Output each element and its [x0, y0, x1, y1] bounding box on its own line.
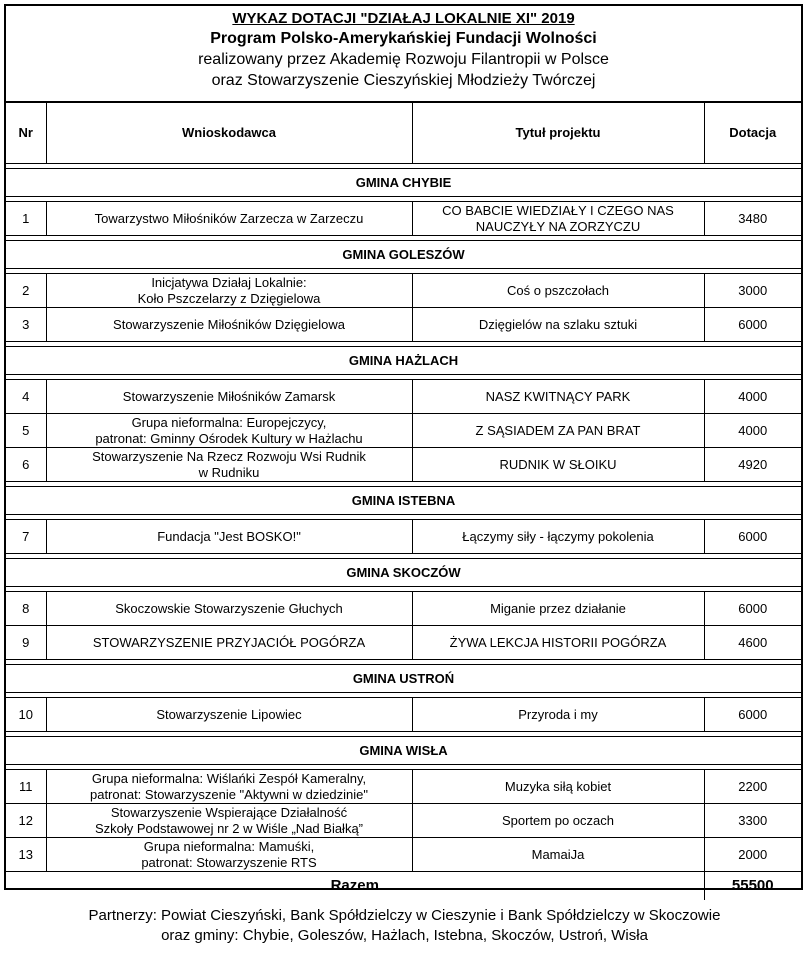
- applicant-cell: [46, 770, 412, 804]
- project-title-cell: [412, 770, 704, 804]
- project-title-line: MamaiJa: [531, 846, 585, 862]
- section-header-row: [6, 737, 801, 765]
- applicant-line: Stowarzyszenie Miłośników Dzięgielowa: [113, 316, 345, 332]
- row-number: 3: [6, 308, 46, 342]
- section-header-row: [6, 665, 801, 693]
- grant-amount: 2000: [704, 838, 801, 872]
- document-header: [6, 6, 801, 103]
- section-header-row: [6, 487, 801, 515]
- grant-amount: 4920: [704, 448, 801, 482]
- municipalities-line: oraz gminy: Chybie, Goleszów, Hażlach, Istebna, Skoczów, Ustroń, Wisła: [161, 927, 648, 944]
- applicant-cell: [46, 804, 412, 838]
- applicant-cell: [46, 592, 412, 626]
- table-row: [6, 308, 801, 342]
- section-header-row: [6, 559, 801, 587]
- grant-amount: 4600: [704, 626, 801, 660]
- section-name: GMINA ISTEBNA: [6, 487, 801, 515]
- project-title-line: NAUCZYŁY NA ZORZYCZU: [475, 218, 641, 234]
- project-title-line: Coś o pszczołach: [507, 282, 609, 298]
- row-number: 7: [6, 520, 46, 554]
- grant-amount: 3000: [704, 274, 801, 308]
- applicant-cell: [46, 448, 412, 482]
- grant-amount: 2200: [704, 770, 801, 804]
- table-row: [6, 414, 801, 448]
- table-row: [6, 592, 801, 626]
- row-number: 5: [6, 414, 46, 448]
- project-title-line: Dzięgielów na szlaku sztuki: [478, 316, 638, 332]
- project-title-cell: [412, 414, 704, 448]
- applicant-line: Grupa nieformalna: Mamuśki,: [143, 838, 315, 854]
- column-header-grant: Dotacja: [704, 103, 801, 164]
- table-body: [6, 164, 801, 872]
- section-name: GMINA WISŁA: [6, 737, 801, 765]
- column-header-project-title: Tytuł projektu: [412, 103, 704, 164]
- grant-amount: 6000: [704, 520, 801, 554]
- project-title-line: Z SĄSIADEM ZA PAN BRAT: [475, 422, 641, 438]
- section-name: GMINA SKOCZÓW: [6, 559, 801, 587]
- applicant-line: Towarzystwo Miłośników Zarzecza w Zarzeczu: [94, 210, 364, 226]
- project-title-cell: [412, 804, 704, 838]
- project-title-cell: [412, 626, 704, 660]
- project-title-line: CO BABCIE WIEDZIAŁY I CZEGO NAS: [442, 202, 674, 218]
- applicant-line: patronat: Gminny Ośrodek Kultury w Hażlachu: [95, 430, 363, 446]
- applicant-line: Koło Pszczelarzy z Dzięgielowa: [137, 290, 321, 306]
- row-number: 6: [6, 448, 46, 482]
- section-header-row: [6, 241, 801, 269]
- partners-line: Partnerzy: Powiat Cieszyński, Bank Spółdzielczy w Cieszynie i Bank Spółdzielczy w Skoczowie: [88, 907, 721, 924]
- project-title-line: Łączymy siły - łączymy pokolenia: [462, 528, 654, 544]
- column-header-applicant: Wnioskodawca: [46, 103, 412, 164]
- project-title-line: Muzyka siłą kobiet: [504, 778, 612, 794]
- column-header-nr: Nr: [6, 103, 46, 164]
- applicant-line: patronat: Stowarzyszenie "Aktywni w dziedzinie": [89, 786, 369, 802]
- section-name: GMINA HAŻLACH: [6, 347, 801, 375]
- applicant-line: Stowarzyszenie Na Rzecz Rozwoju Wsi Rudnik: [92, 448, 366, 464]
- table-row: [6, 274, 801, 308]
- row-number: 8: [6, 592, 46, 626]
- row-number: 1: [6, 202, 46, 236]
- applicant-cell: [46, 698, 412, 732]
- applicant-line: Skoczowskie Stowarzyszenie Głuchych: [115, 600, 343, 616]
- applicant-cell: [46, 838, 412, 872]
- total-row: [6, 872, 801, 901]
- grants-table: [6, 103, 801, 900]
- applicant-line: Szkoły Podstawowej nr 2 w Wiśle „Nad Białką”: [94, 820, 364, 836]
- table-row: [6, 626, 801, 660]
- project-title-line: ŻYWA LEKCJA HISTORII POGÓRZA: [449, 634, 667, 650]
- project-title-line: Przyroda i my: [518, 706, 598, 722]
- project-title-cell: [412, 380, 704, 414]
- section-header-row: [6, 169, 801, 197]
- applicant-line: patronat: Stowarzyszenie RTS: [141, 854, 317, 870]
- table-row: [6, 698, 801, 732]
- applicant-cell: [46, 626, 412, 660]
- table-row: [6, 770, 801, 804]
- section-name: GMINA CHYBIE: [6, 169, 801, 197]
- table-row: [6, 838, 801, 872]
- applicant-line: Grupa nieformalna: Europejczycy,: [131, 414, 327, 430]
- table-row: [6, 520, 801, 554]
- row-number: 2: [6, 274, 46, 308]
- program-name: Program Polsko-Amerykańskiej Fundacji Wolności: [210, 30, 597, 47]
- row-number: 9: [6, 626, 46, 660]
- row-number: 13: [6, 838, 46, 872]
- applicant-line: STOWARZYSZENIE PRZYJACIÓŁ POGÓRZA: [92, 634, 366, 650]
- applicant-line: Stowarzyszenie Lipowiec: [156, 706, 302, 722]
- section-name: GMINA USTROŃ: [6, 665, 801, 693]
- applicant-line: Fundacja "Jest BOSKO!": [157, 528, 301, 544]
- row-number: 12: [6, 804, 46, 838]
- row-number: 4: [6, 380, 46, 414]
- applicant-line: Grupa nieformalna: Wiślańki Zespół Kameralny,: [91, 770, 367, 786]
- table-row: [6, 448, 801, 482]
- applicant-cell: [46, 308, 412, 342]
- project-title-cell: [412, 448, 704, 482]
- grant-list-document: [4, 4, 803, 894]
- applicant-cell: [46, 520, 412, 554]
- applicant-cell: [46, 274, 412, 308]
- grant-amount: 6000: [704, 592, 801, 626]
- project-title-cell: [412, 202, 704, 236]
- project-title-line: NASZ KWITNĄCY PARK: [485, 388, 631, 404]
- grant-amount: 4000: [704, 380, 801, 414]
- section-name: GMINA GOLESZÓW: [6, 241, 801, 269]
- partners-footer: [0, 906, 809, 946]
- document-title: WYKAZ DOTACJI "DZIAŁAJ LOKALNIE XI" 2019: [232, 10, 575, 27]
- section-header-row: [6, 347, 801, 375]
- applicant-cell: [46, 414, 412, 448]
- project-title-line: Sportem po oczach: [501, 812, 614, 828]
- table-row: [6, 804, 801, 838]
- row-number: 11: [6, 770, 46, 804]
- grant-amount: 3300: [704, 804, 801, 838]
- applicant-line: w Rudniku: [198, 464, 260, 480]
- project-title-cell: [412, 520, 704, 554]
- applicant-line: Stowarzyszenie Wspierające Działalność: [110, 804, 348, 820]
- project-title-cell: [412, 308, 704, 342]
- project-title-cell: [412, 698, 704, 732]
- applicant-cell: [46, 202, 412, 236]
- grant-amount: 6000: [704, 698, 801, 732]
- row-number: 10: [6, 698, 46, 732]
- total-value: 55500: [704, 872, 801, 901]
- project-title-cell: [412, 838, 704, 872]
- project-title-cell: [412, 592, 704, 626]
- project-title-line: RUDNIK W SŁOIKU: [499, 456, 617, 472]
- project-title-cell: [412, 274, 704, 308]
- applicant-line: Stowarzyszenie Miłośników Zamarsk: [122, 388, 336, 404]
- grant-amount: 3480: [704, 202, 801, 236]
- table-row: [6, 380, 801, 414]
- table-header-row: [6, 103, 801, 164]
- applicant-cell: [46, 380, 412, 414]
- grant-amount: 6000: [704, 308, 801, 342]
- total-label: Razem: [6, 872, 704, 901]
- project-title-line: Miganie przez działanie: [490, 600, 626, 616]
- partner-organization-line: oraz Stowarzyszenie Cieszyńskiej Młodzieży Twórczej: [211, 72, 596, 89]
- organizer-line: realizowany przez Akademię Rozwoju Filantropii w Polsce: [198, 51, 609, 68]
- grant-amount: 4000: [704, 414, 801, 448]
- applicant-line: Inicjatywa Działaj Lokalnie:: [151, 274, 307, 290]
- table-row: [6, 202, 801, 236]
